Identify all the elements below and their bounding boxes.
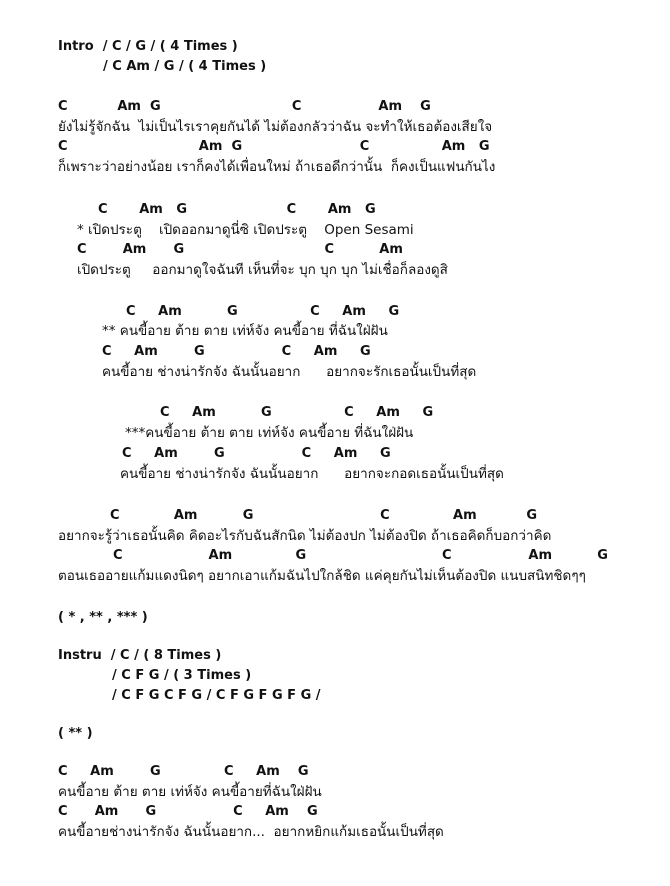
intro-line-2: / C Am / G / ( 4 Times ) <box>103 59 267 74</box>
section3-chords-1: C Am G C Am G <box>160 405 434 420</box>
ending-lyric-1: คนขี้อาย ต้าย ตาย เท่ห์จัง คนขี้อายที่ฉันใฝ่ฝัน <box>58 784 322 800</box>
section1-lyric-1: * เปิดประตู เปิดออกมาดูนี่ซิ เปิดประตู Open Sesami <box>77 222 414 238</box>
intro-line-1: Intro / C / G / ( 4 Times ) <box>58 39 238 54</box>
ending-chords-1: C Am G C Am G <box>58 764 309 779</box>
section2-lyric-2: คนขี้อาย ช่างน่ารักจัง ฉันนั้นอยาก อยากจะรักเธอนั้นเป็นที่สุด <box>102 364 477 380</box>
repeat-marker-1: ( * , ** , *** ) <box>58 610 148 625</box>
bridge-lyric-2: ตอนเธออายแก้มแดงนิดๆ อยากเอาแก้มฉันไปใกล้ชิด แค่คุยกันไม่เห็นต้องปิด แนบสนิทชิดๆๆ <box>58 568 586 584</box>
section1-lyric-2: เปิดประตู ออกมาดูใจฉันที เห็นที่จะ บุก บุก บุก ไม่เชื่อก็ลองดูสิ <box>77 262 448 278</box>
bridge-chords-1: C Am G C Am G <box>110 508 538 523</box>
ending-lyric-2: คนขี้อายช่างน่ารักจัง ฉันนั้นอยาก... อยากหยิกแก้มเธอนั้นเป็นที่สุด <box>58 824 444 840</box>
section3-lyric-1: ***คนขี้อาย ต้าย ตาย เท่ห์จัง คนขี้อาย ที่ฉันใฝ่ฝัน <box>125 425 414 441</box>
bridge-chords-2: C Am G C Am G <box>113 548 608 563</box>
section2-chords-1: C Am G C Am G <box>126 304 400 319</box>
repeat-marker-2: ( ** ) <box>58 726 93 741</box>
verse1-chords-2: C Am G C Am G <box>58 139 490 154</box>
section1-chords-1: C Am G C Am G <box>98 202 376 217</box>
section3-chords-2: C Am G C Am G <box>122 446 391 461</box>
verse1-lyric-2: ก็เพราะว่าอย่างน้อย เราก็คงได้เพื่อนใหม่ ถ้าเธอดีกว่านั้น ก็คงเป็นแฟนกันไง <box>58 159 496 175</box>
ending-chords-2: C Am G C Am G <box>58 804 318 819</box>
verse1-chords-1: C Am G C Am G <box>58 99 431 114</box>
section2-lyric-1: ** คนขี้อาย ต้าย ตาย เท่ห์จัง คนขี้อาย ที่ฉันใฝ่ฝัน <box>102 323 388 339</box>
instru-line-2: / C F G / ( 3 Times ) <box>112 668 252 683</box>
instru-line-1: Instru / C / ( 8 Times ) <box>58 648 222 663</box>
verse1-lyric-1: ยังไม่รู้จักฉัน ไม่เป็นไรเราคุยกันได้ ไม่ต้องกลัวว่าฉัน จะทำให้เธอต้องเสียใจ <box>58 119 493 135</box>
section3-lyric-2: คนขี้อาย ช่างน่ารักจัง ฉันนั้นอยาก อยากจะกอดเธอนั้นเป็นที่สุด <box>120 466 504 482</box>
bridge-lyric-1: อยากจะรู้ว่าเธอนั้นคิด คิดอะไรกับฉันสักนิด ไม่ต้องปก ไม่ต้องปิด ถ้าเธอคิดก็บอกว่าคิด <box>58 528 552 544</box>
section2-chords-2: C Am G C Am G <box>102 344 371 359</box>
section1-chords-2: C Am G C Am <box>77 242 403 257</box>
instru-line-3: / C F G C F G / C F G F G F G / <box>112 688 321 703</box>
